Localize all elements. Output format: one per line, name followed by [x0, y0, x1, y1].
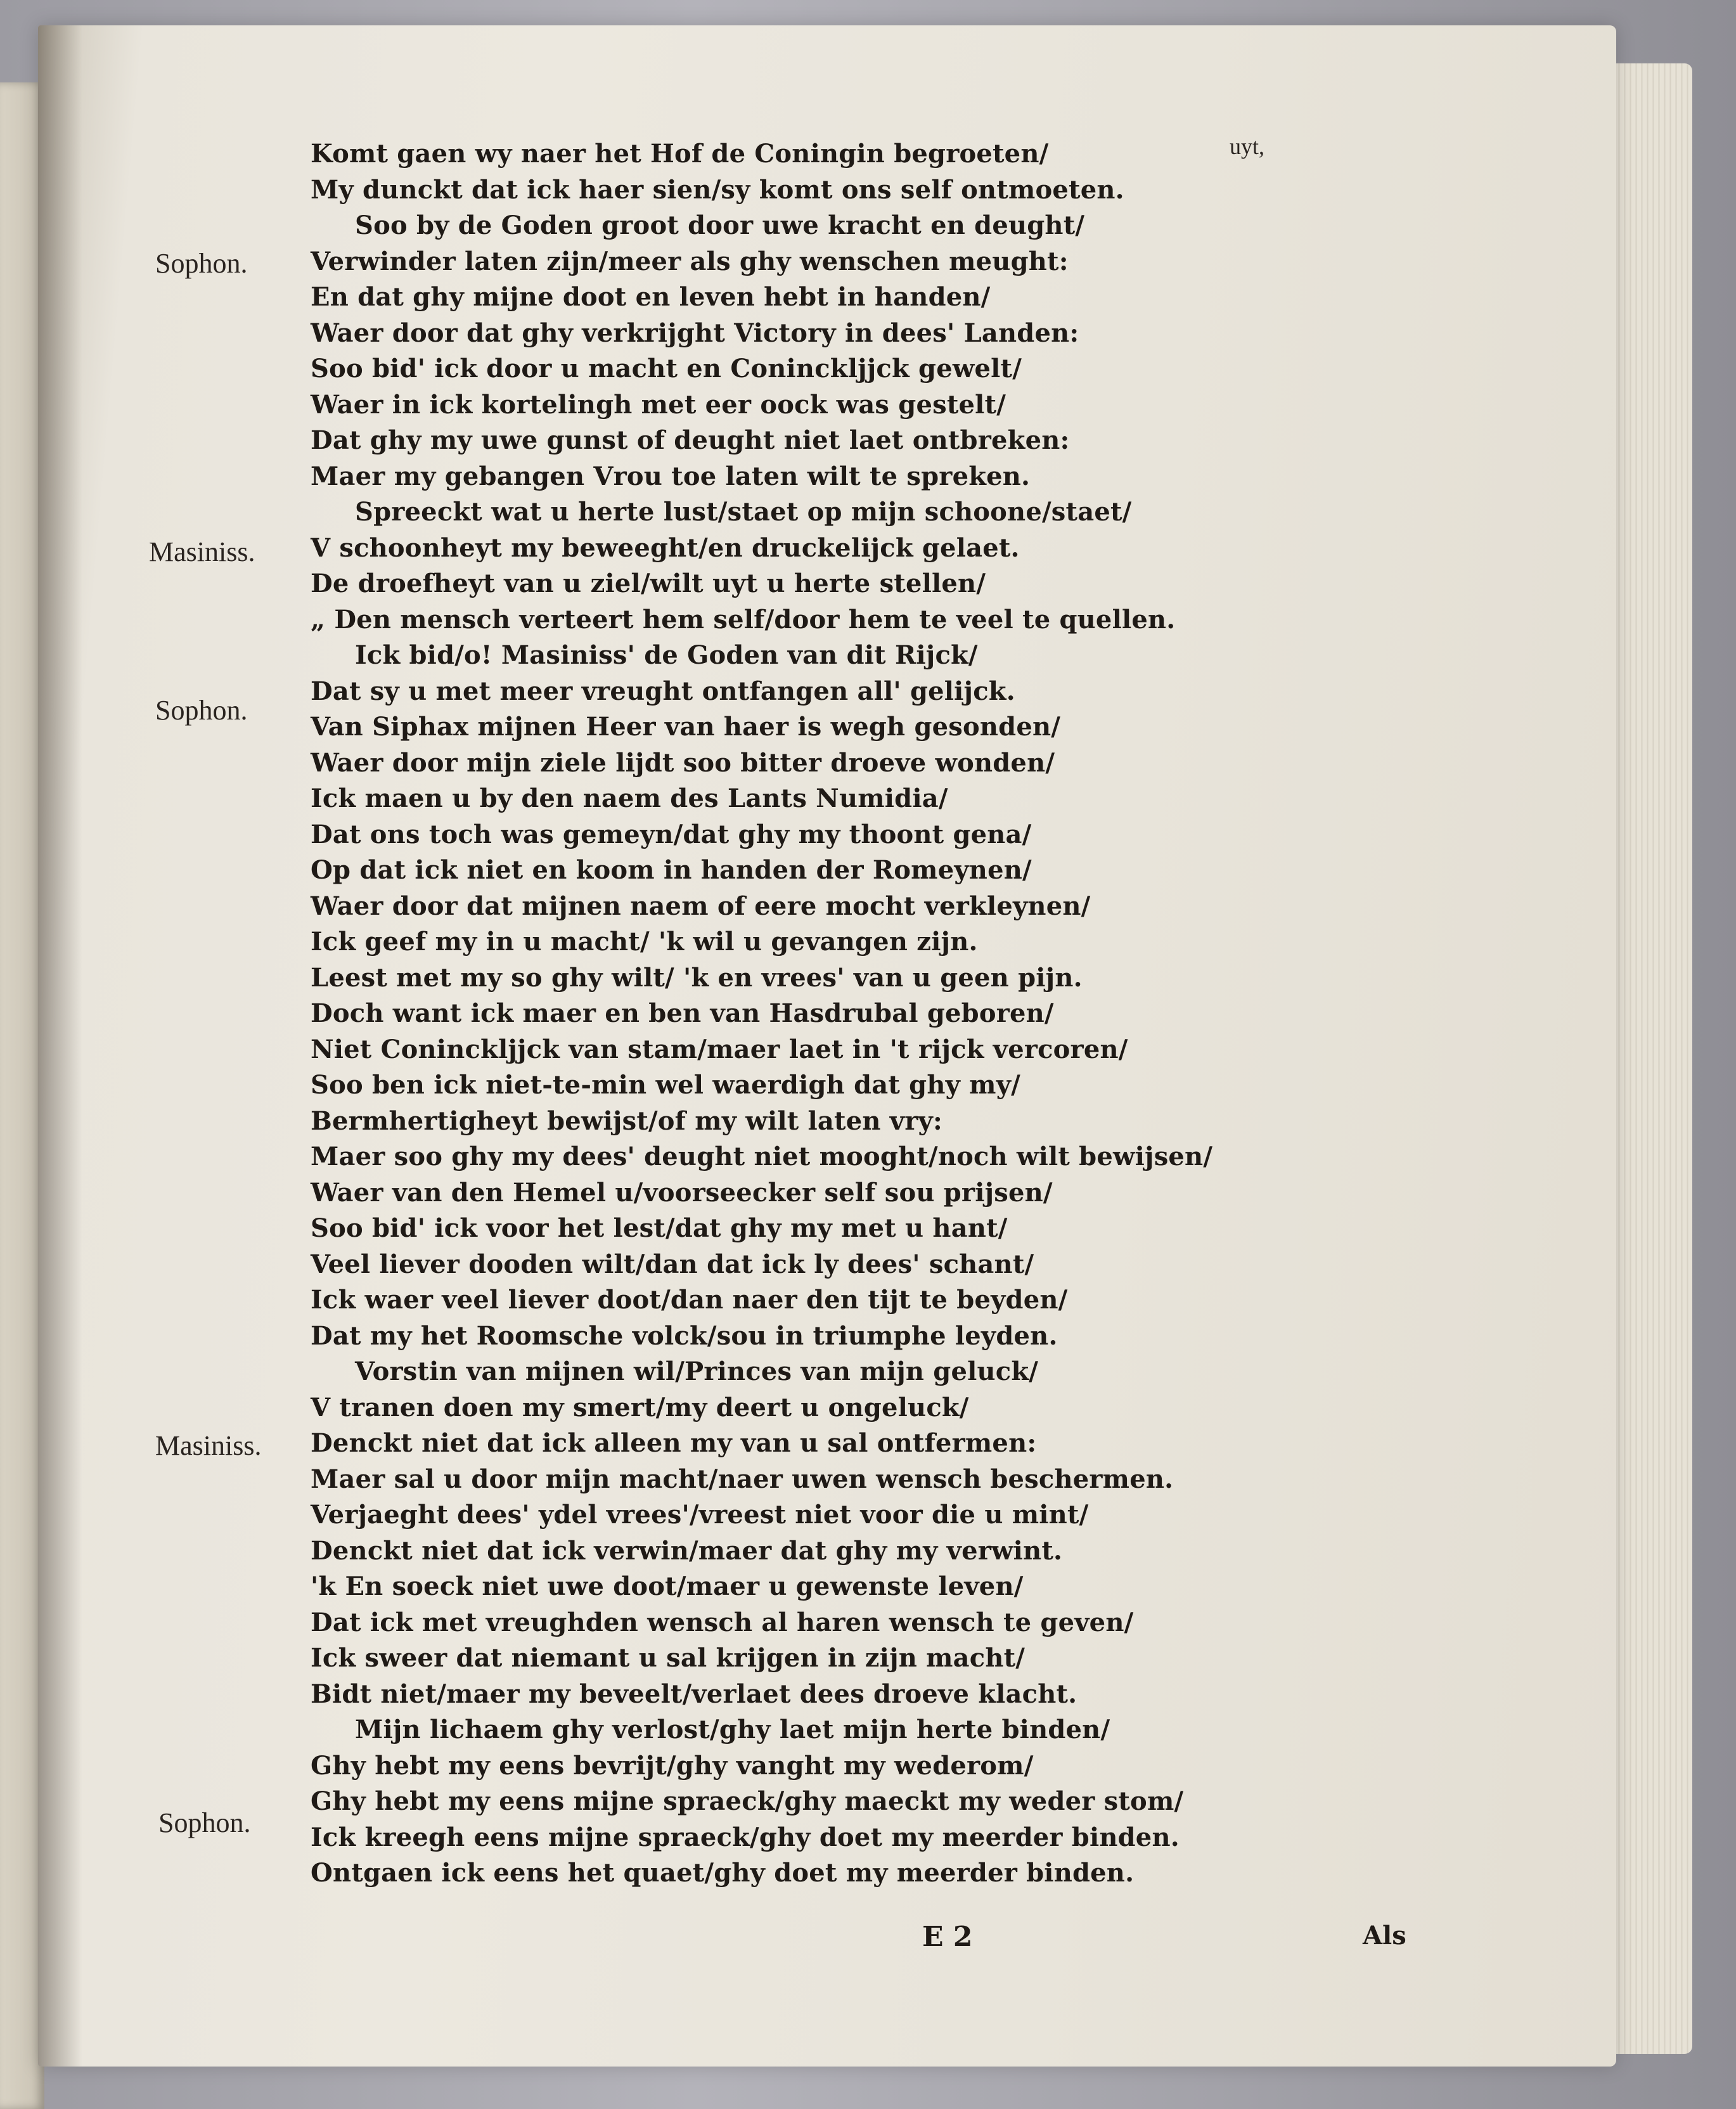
- speaker-label: Sophon.: [158, 1807, 251, 1838]
- text-line: Waer door dat ghy verkrijght Victory in dees' Landen:: [311, 318, 1079, 348]
- text-line: Maer my gebangen Vrou toe laten wilt te spreken.: [311, 461, 1031, 491]
- text-line: Soo bid' ick voor het lest/dat ghy my met u hant/: [311, 1213, 1008, 1243]
- signature-mark: E 2: [922, 1921, 973, 1953]
- text-line: Waer door dat mijnen naem of eere mocht verkleynen/: [311, 891, 1091, 921]
- text-line: Verjaeght dees' ydel vrees'/vreest niet voor die u mint/: [311, 1500, 1089, 1530]
- text-line: My dunckt dat ick haer sien/sy komt ons self ontmoeten.: [311, 174, 1124, 205]
- text-line: Komt gaen wy naer het Hof de Coningin begroeten/: [311, 139, 1049, 169]
- text-line: Ick kreegh eens mijne spraeck/ghy doet my meerder binden.: [311, 1822, 1180, 1852]
- text-line: Leest met my so ghy wilt/ 'k en vrees' van u geen pijn.: [311, 962, 1083, 993]
- top-catchword: uyt,: [1230, 134, 1265, 159]
- text-line: Denckt niet dat ick verwin/maer dat ghy my verwint.: [311, 1535, 1063, 1566]
- text-line: Bermhertigheyt bewijst/of my wilt laten vry:: [311, 1106, 942, 1136]
- text-line: Spreeckt wat u herte lust/staet op mijn schoone/staet/: [355, 497, 1132, 527]
- text-line: Dat ghy my uwe gunst of deught niet laet ontbreken:: [311, 425, 1070, 455]
- text-line: Ick bid/o! Masiniss' de Goden van dit Rijck/: [355, 640, 978, 670]
- text-line: Maer soo ghy my dees' deught niet mooght/noch wilt bewijsen/: [311, 1142, 1213, 1171]
- bottom-catchword: Als: [1363, 1921, 1406, 1951]
- text-line: Dat my het Roomsche volck/sou in triumphe leyden.: [311, 1320, 1058, 1351]
- text-line: En dat ghy mijne doot en leven hebt in handen/: [311, 282, 991, 312]
- text-line: Dat ons toch was gemeyn/dat ghy my thoont gena/: [311, 819, 1032, 849]
- text-line: Bidt niet/maer my beveelt/verlaet dees droeve klacht.: [311, 1679, 1077, 1709]
- text-line: Soo by de Goden groot door uwe kracht en deught/: [355, 210, 1085, 240]
- text-line: Ick geef my in u macht/ 'k wil u gevangen zijn.: [311, 927, 978, 957]
- text-line: Ontgaen ick eens het quaet/ghy doet my meerder binden.: [311, 1858, 1135, 1888]
- text-line: Op dat ick niet en koom in handen der Romeynen/: [311, 855, 1032, 885]
- text-line: Vorstin van mijnen wil/Princes van mijn geluck/: [355, 1357, 1039, 1386]
- text-line: Ick sweer dat niemant u sal krijgen in zijn macht/: [311, 1643, 1026, 1673]
- verse-text: [311, 136, 1388, 1892]
- text-line: Ghy hebt my eens bevrijt/ghy vanght my wederom/: [311, 1750, 1034, 1781]
- text-line: Ick waer veel liever doot/dan naer den tijt te beyden/: [311, 1285, 1068, 1315]
- text-line: Van Siphax mijnen Heer van haer is wegh gesonden/: [311, 712, 1061, 742]
- text-line: V schoonheyt my beweeght/en druckelijck gelaet.: [311, 532, 1020, 563]
- text-line: Soo bid' ick door u macht en Coninckljjck gewelt/: [311, 354, 1022, 384]
- text-line: Niet Coninckljjck van stam/maer laet in 't rijck vercoren/: [311, 1034, 1128, 1064]
- speaker-label: Masiniss.: [149, 536, 255, 567]
- text-line: Dat ick met vreughden wensch al haren wensch te geven/: [311, 1607, 1134, 1637]
- text-line: „ Den mensch verteert hem self/door hem te veel te quellen.: [311, 604, 1176, 635]
- text-line: Doch want ick maer en ben van Hasdrubal geboren/: [311, 998, 1054, 1028]
- text-line: Ick maen u by den naem des Lants Numidia/: [311, 784, 948, 813]
- text-line: Waer door mijn ziele lijdt soo bitter droeve wonden/: [311, 747, 1055, 778]
- speaker-label: Sophon.: [155, 695, 248, 726]
- book-page: [38, 25, 1616, 2067]
- text-line: Mijn lichaem ghy verlost/ghy laet mijn herte binden/: [355, 1715, 1110, 1745]
- page-gutter: [38, 25, 82, 2067]
- text-line: Denckt niet dat ick alleen my van u sal ontfermen:: [311, 1428, 1037, 1458]
- speaker-label: Masiniss.: [155, 1430, 262, 1461]
- text-line: V tranen doen my smert/my deert u ongeluck/: [311, 1392, 969, 1422]
- text-line: De droefheyt van u ziel/wilt uyt u herte stellen/: [311, 569, 986, 598]
- text-line: Soo ben ick niet-te-min wel waerdigh dat ghy my/: [311, 1070, 1020, 1100]
- text-line: 'k En soeck niet uwe doot/maer u gewenste leven/: [311, 1571, 1024, 1601]
- text-line: Waer in ick kortelingh met eer oock was gestelt/: [311, 389, 1006, 420]
- text-line: Maer sal u door mijn macht/naer uwen wensch beschermen.: [311, 1464, 1174, 1494]
- text-line: Ghy hebt my eens mijne spraeck/ghy maeckt my weder stom/: [311, 1786, 1184, 1816]
- text-line: Dat sy u met meer vreught ontfangen all' gelijck.: [311, 676, 1015, 706]
- text-line: Waer van den Hemel u/voorseecker self sou prijsen/: [311, 1177, 1053, 1208]
- text-line: Veel liever dooden wilt/dan dat ick ly dees' schant/: [311, 1249, 1034, 1279]
- speaker-label: Sophon.: [155, 248, 248, 279]
- text-line: Verwinder laten zijn/meer als ghy wenschen meught:: [311, 246, 1069, 276]
